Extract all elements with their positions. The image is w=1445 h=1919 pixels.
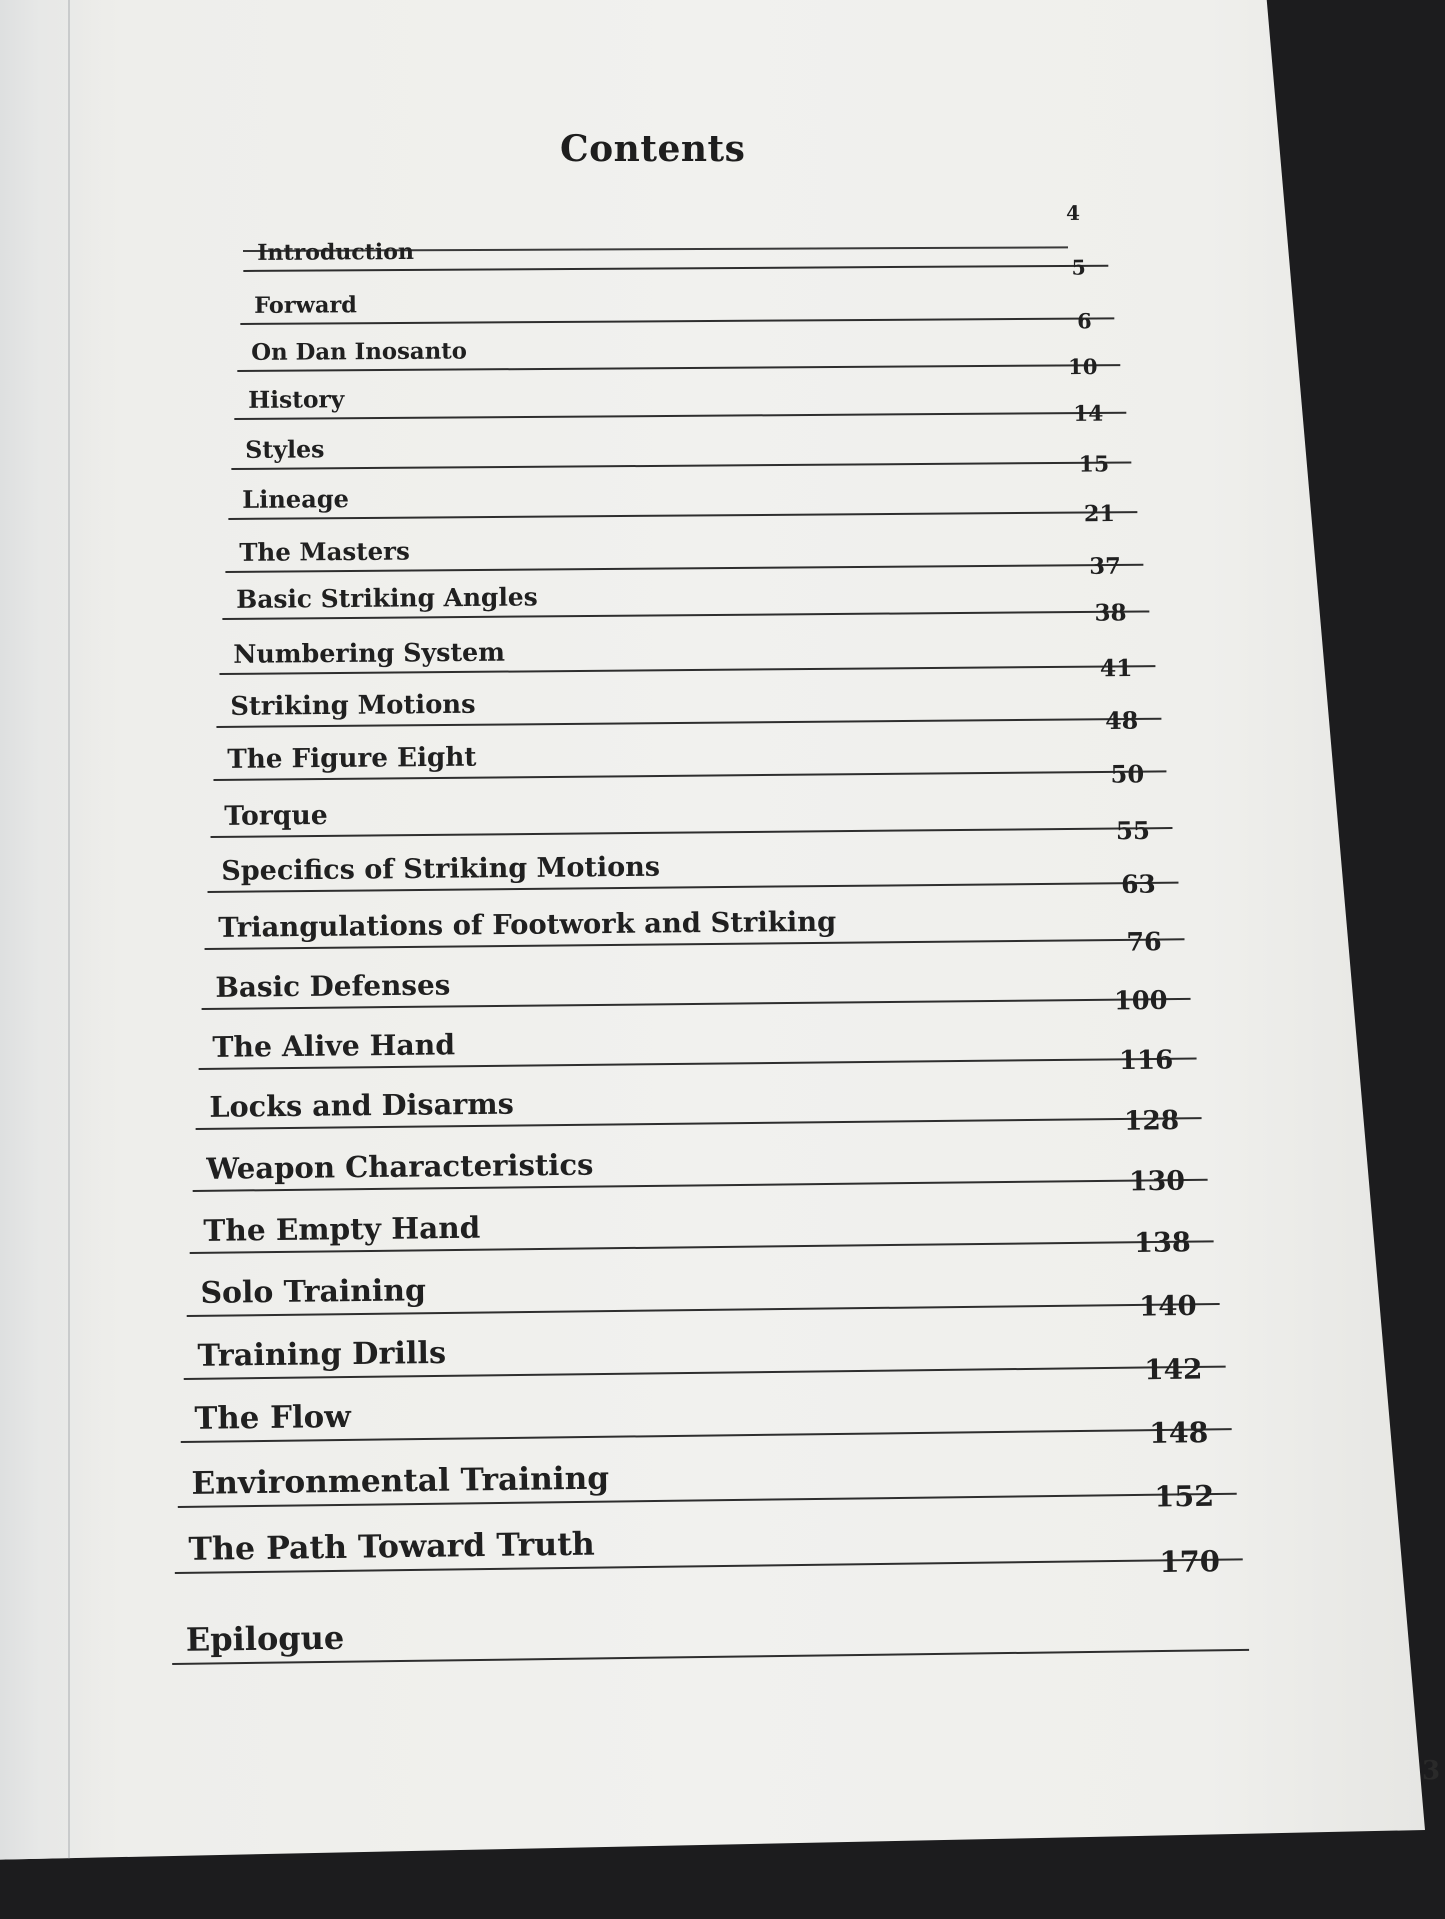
toc-entry-title: Basic Defenses — [215, 968, 451, 1004]
toc-entry — [240, 255, 1114, 325]
toc-entry-title: Solo Training — [200, 1273, 427, 1311]
toc-entry-page-number: 41 — [1099, 654, 1133, 683]
toc-entry — [231, 401, 1132, 470]
toc-entry-page-number: 100 — [1113, 985, 1168, 1017]
toc-entry — [234, 354, 1126, 420]
toc-entry-page-number: 128 — [1123, 1104, 1180, 1137]
toc-entry-page-number: 14 — [1073, 401, 1104, 428]
toc-entry-title: The Alive Hand — [212, 1027, 456, 1064]
toc-entry-title: Specifics of Striking Motions — [221, 851, 661, 887]
toc-entry — [210, 759, 1173, 838]
toc-entry-page-number: 76 — [1126, 926, 1162, 957]
toc-entry-title: Environmental Training — [191, 1460, 610, 1502]
toc-entry — [219, 599, 1155, 675]
toc-entry-page-number: 170 — [1159, 1544, 1221, 1580]
toc-entry — [243, 200, 1108, 272]
toc-entry-page-number: 6 — [1077, 307, 1092, 333]
toc-entry-page-number: 48 — [1105, 706, 1139, 735]
toc-entry-page-number: 140 — [1139, 1289, 1197, 1323]
toc-entry-title: Locks and Disarms — [209, 1086, 514, 1124]
toc-entry — [216, 654, 1161, 728]
toc-entry-title: Basic Striking Angles — [236, 582, 538, 614]
toc-entry — [201, 926, 1190, 1010]
toc-entry-page-number: 148 — [1148, 1414, 1209, 1450]
toc-entry-page-number: 21 — [1083, 500, 1116, 528]
toc-entry-title: The Flow — [194, 1398, 351, 1437]
toc-entry — [237, 307, 1120, 372]
toc-entry — [228, 451, 1138, 520]
page-title: Contents — [560, 128, 746, 170]
toc-entry-page-number: 15 — [1078, 451, 1110, 478]
toc-entry-title: Triangulations of Footwork and Striking — [218, 905, 837, 944]
toc-entry-page-number: 55 — [1115, 815, 1151, 845]
toc-entry-title: Lineage — [242, 484, 350, 514]
toc-entry-page-number: 50 — [1110, 759, 1145, 789]
toc-entry-title: Weapon Characteristics — [206, 1147, 594, 1186]
toc-entry-title: Styles — [245, 435, 325, 464]
toc-entry-title: Forward — [254, 292, 357, 319]
toc-entry-page-number: 116 — [1118, 1045, 1174, 1076]
toc-entry-title: Numbering System — [233, 636, 506, 669]
toc-entry-page-number: 37 — [1089, 553, 1121, 580]
page-number: 3 — [1422, 1756, 1441, 1786]
toc-entry-title: The Empty Hand — [203, 1209, 481, 1248]
toc-entry-page-number: 38 — [1094, 599, 1127, 627]
toc-entry-title: On Dan Inosanto — [251, 338, 468, 366]
toc-entry-title: Striking Motions — [230, 689, 476, 722]
toc-entry-title: History — [248, 386, 345, 414]
toc-entry — [222, 553, 1149, 620]
toc-entry-page-number: 152 — [1154, 1479, 1215, 1514]
toc-entry — [225, 500, 1143, 573]
toc-entry-title: The Figure Eight — [227, 741, 477, 775]
toc-entry-page-number: 63 — [1121, 869, 1156, 900]
toc-entry-title: The Masters — [239, 536, 410, 567]
toc-entry-page-number: 142 — [1144, 1352, 1203, 1386]
toc-entry-page-number: 4 — [1065, 200, 1081, 225]
toc-entry — [213, 706, 1167, 781]
toc-entry-page-number: 138 — [1134, 1227, 1191, 1260]
toc-entry-title: The Path Toward Truth — [188, 1525, 596, 1568]
toc-entry-page-number: 5 — [1071, 255, 1086, 280]
toc-entry-page-number: 10 — [1068, 354, 1098, 380]
toc-entry-title: Training Drills — [197, 1335, 447, 1374]
toc-entry-title: Torque — [224, 799, 328, 832]
toc-entry-page-number: 130 — [1128, 1166, 1186, 1198]
toc-entry-title: Introduction — [257, 238, 414, 266]
toc-entry-title: Epilogue — [185, 1618, 345, 1659]
